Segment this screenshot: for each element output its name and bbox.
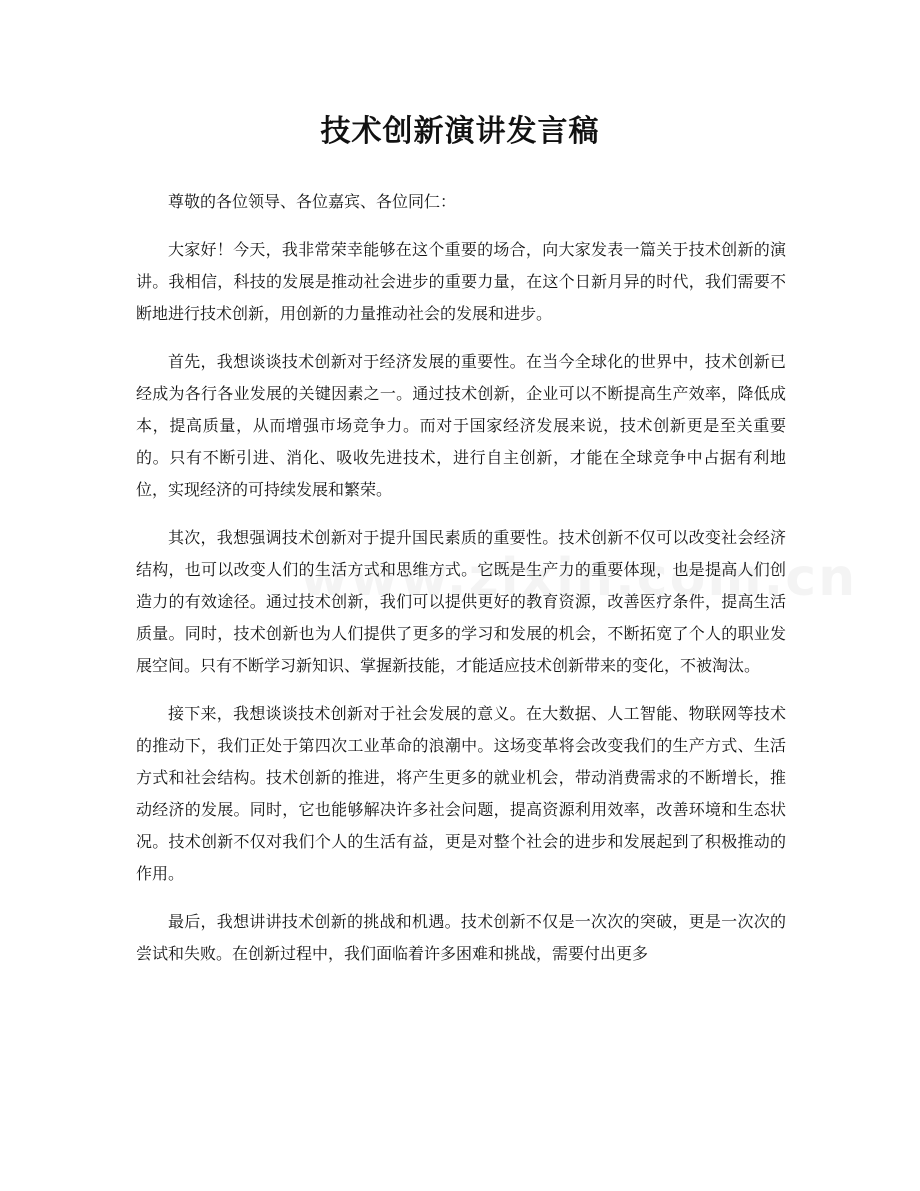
paragraph-3: 其次，我想强调技术创新对于提升国民素质的重要性。技术创新不仅可以改变社会经济结构，也可以改变人们的生活方式和思维方式。它既是生产力的重要体现，也是提高人们创造力的有效途径。通过技术创新，我们可以提供更好的教育资源，改善医疗条件，提高生活质量。同时，技术创新也为人们提供了更多的学习和发展的机会，不断拓宽了个人的职业发展空间。只有不断学习新知识、掌握新技能，才能适应技术创新带来的变化，不被淘汰。 (136, 528, 786, 675)
document-body (136, 186, 786, 986)
paragraph-1: 大家好！今天，我非常荣幸能够在这个重要的场合，向大家发表一篇关于技术创新的演讲。我相信，科技的发展是推动社会进步的重要力量，在这个日新月异的时代，我们需要不断地进行技术创新，用创新的力量推动社会的发展和进步。 (136, 240, 786, 323)
page-title: 技术创新演讲发言稿 (320, 114, 600, 149)
paragraph-5: 最后，我想讲讲技术创新的挑战和机遇。技术创新不仅是一次次的突破，更是一次次的尝试和失败。在创新过程中，我们面临着许多困难和挑战，需要付出更多 (136, 912, 786, 963)
paragraph-4: 接下来，我想谈谈技术创新对于社会发展的意义。在大数据、人工智能、物联网等技术的推动下，我们正处于第四次工业革命的浪潮中。这场变革将会改变我们的生产方式、生活方式和社会结构。技术创新的推进，将产生更多的就业机会，带动消费需求的不断增长，推动经济的发展。同时，它也能够解决许多社会问题，提高资源利用效率，改善环境和生态状况。技术创新不仅对我们个人的生活有益，更是对整个社会的进步和发展起到了积极推动的作用。 (136, 704, 786, 883)
salutation: 尊敬的各位领导、各位嘉宾、各位同仁： (168, 192, 457, 211)
paragraph-2: 首先，我想谈谈技术创新对于经济发展的重要性。在当今全球化的世界中，技术创新已经成为各行各业发展的关键因素之一。通过技术创新，企业可以不断提高生产效率，降低成本，提高质量，从而增强市场竞争力。而对于国家经济发展来说，技术创新更是至关重要的。只有不断引进、消化、吸收先进技术，进行自主创新，才能在全球竞争中占据有利地位，实现经济的可持续发展和繁荣。 (136, 352, 786, 499)
